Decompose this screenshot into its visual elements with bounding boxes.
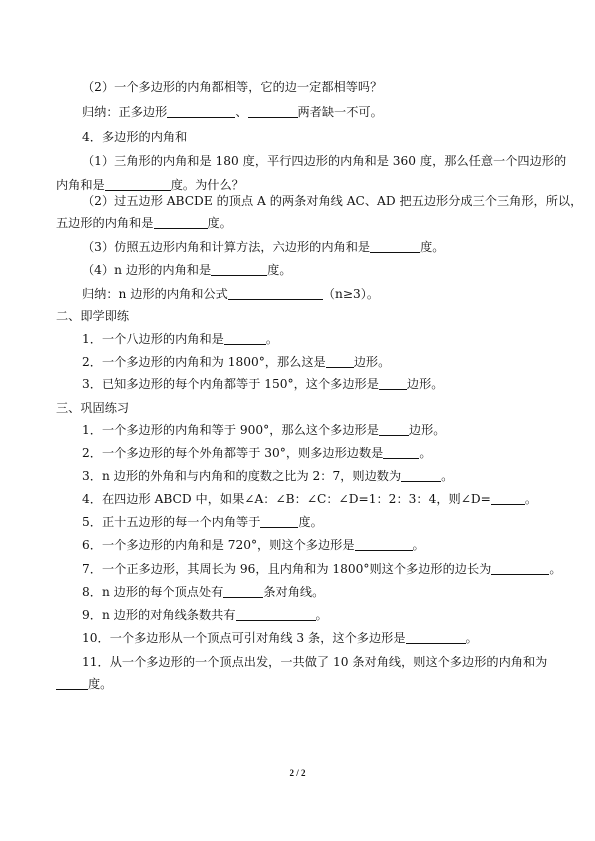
text-line [82, 537, 425, 553]
text-segment: （n≥3）。 [322, 287, 380, 301]
text-line [56, 215, 232, 231]
answer-blank[interactable] [211, 263, 267, 276]
answer-blank[interactable] [236, 608, 316, 621]
text-segment: 边形。 [406, 377, 444, 391]
answer-blank[interactable] [248, 105, 298, 118]
text-segment: （3）仿照五边形内角和计算方法，六边形的内角和是 [82, 240, 371, 254]
text-segment: （1）三角形的内角和是 180 度，平行四边形的内角和是 360 度，那么任意一个四边形的 [82, 154, 567, 168]
answer-blank[interactable] [370, 240, 420, 253]
answer-blank[interactable] [401, 469, 441, 482]
text-segment: （4）n 边形的内角和是 [82, 263, 212, 277]
text-segment: 。 [441, 469, 454, 483]
text-segment: 。 [419, 446, 432, 460]
answer-blank[interactable] [491, 562, 549, 575]
text-segment: 4．多边形的内角和 [82, 130, 188, 144]
answer-blank[interactable] [383, 446, 419, 459]
text-line [82, 193, 582, 209]
text-segment: 3．已知多边形的每个内角都等于 150°，这个多边形是 [82, 377, 379, 391]
text-segment: 。 [549, 562, 562, 576]
text-segment: 度。 [267, 263, 292, 277]
text-line [82, 239, 444, 255]
answer-blank[interactable] [105, 178, 171, 191]
text-segment: （2）一个多边形的内角都相等，它的边一定都相等吗？ [82, 80, 383, 94]
text-line [56, 177, 244, 193]
text-segment: 五边形的内角和是 [56, 216, 154, 230]
answer-blank[interactable] [260, 515, 298, 528]
text-segment: 。 [315, 608, 328, 622]
text-line [82, 491, 537, 507]
text-segment: 2．一个多边形的内角和为 1800°，那么这是 [82, 355, 326, 369]
text-line [82, 104, 383, 120]
text-line [82, 561, 562, 577]
text-segment: 度。为什么？ [170, 178, 244, 192]
answer-blank[interactable] [167, 105, 235, 118]
text-segment: 11．从一个多边形的一个顶点出发，一共做了 10 条对角线，则这个多边形的内角和为 [82, 655, 548, 669]
answer-blank[interactable] [355, 538, 413, 551]
text-segment: 4．在四边形 ABCD 中，如果∠A：∠B：∠C：∠D=1：2：3：4，则∠D= [82, 492, 491, 506]
text-segment: 两者缺一不可。 [297, 105, 383, 119]
text-line [82, 376, 443, 392]
text-segment: 、 [235, 105, 248, 119]
text-segment: 2．一个多边形的每个外角都等于 30°，则多边形边数是 [82, 446, 384, 460]
text-segment: 归纳：n 边形的内角和公式 [82, 287, 228, 301]
text-line [82, 129, 187, 145]
answer-blank[interactable] [228, 287, 323, 300]
text-segment: 5．正十五边形的每一个内角等于 [82, 515, 261, 529]
answer-blank[interactable] [491, 492, 525, 505]
text-line [56, 676, 112, 692]
text-line [82, 630, 478, 646]
text-line [82, 286, 379, 302]
text-line [82, 354, 390, 370]
text-line [82, 331, 278, 347]
text-segment: 。 [265, 332, 279, 346]
text-segment: 8．n 边形的每个顶点处有 [82, 585, 224, 599]
text-segment: 6．一个多边形的内角和是 720°，则这个多边形是 [82, 538, 355, 552]
text-segment: 7．一个正多边形，其周长为 96，且内角和为 1800°则这个多边形的边长为 [82, 562, 492, 576]
text-segment: 。 [465, 631, 478, 645]
text-segment: 1．一个八边形的内角和是 [82, 332, 224, 346]
text-segment: 度。 [420, 240, 445, 254]
text-segment: 。 [524, 492, 538, 506]
text-segment: 边形。 [353, 355, 391, 369]
text-segment: 3．n 边形的外角和与内角和的度数之比为 2：7，则边数为 [82, 469, 402, 483]
text-segment: 内角和是 [56, 178, 105, 192]
text-line [82, 468, 453, 484]
text-segment: 1．一个多边形的内角和等于 900°，那么这个多边形是 [82, 423, 379, 437]
answer-blank[interactable] [154, 216, 208, 229]
text-segment: （2）过五边形 ABCDE 的顶点 A 的两条对角线 AC、AD 把五边形分成三个三角形，所以， [82, 194, 583, 208]
answer-blank[interactable] [379, 377, 407, 390]
text-line [82, 153, 566, 169]
text-line [82, 445, 432, 461]
text-segment: 。 [412, 538, 425, 552]
answer-blank[interactable] [223, 585, 263, 598]
text-line [82, 514, 323, 530]
text-line [82, 654, 547, 670]
text-segment: 度。 [298, 515, 323, 529]
text-line [82, 584, 324, 600]
text-segment: 二、即学即练 [56, 309, 130, 323]
text-segment: 边形。 [408, 423, 446, 437]
text-segment: 条对角线。 [263, 585, 325, 599]
text-segment: 三、巩固练习 [56, 401, 130, 415]
text-segment: 10．一个多边形从一个顶点可引对角线 3 条，这个多边形是 [82, 631, 406, 645]
text-line [56, 400, 129, 416]
answer-blank[interactable] [326, 355, 354, 368]
text-line [82, 262, 292, 278]
answer-blank[interactable] [406, 631, 466, 644]
text-line [56, 308, 129, 324]
text-segment: 9．n 边形的对角线条数共有 [82, 608, 236, 622]
answer-blank[interactable] [56, 677, 88, 690]
answer-blank[interactable] [224, 332, 266, 345]
text-segment: 归纳：正多边形 [82, 105, 168, 119]
text-segment: 度。 [88, 677, 113, 691]
text-line [82, 79, 382, 95]
text-segment: 度。 [207, 216, 232, 230]
answer-blank[interactable] [379, 423, 409, 436]
text-line [82, 607, 328, 623]
page-number: 2 / 2 [289, 768, 306, 778]
text-line [82, 422, 445, 438]
